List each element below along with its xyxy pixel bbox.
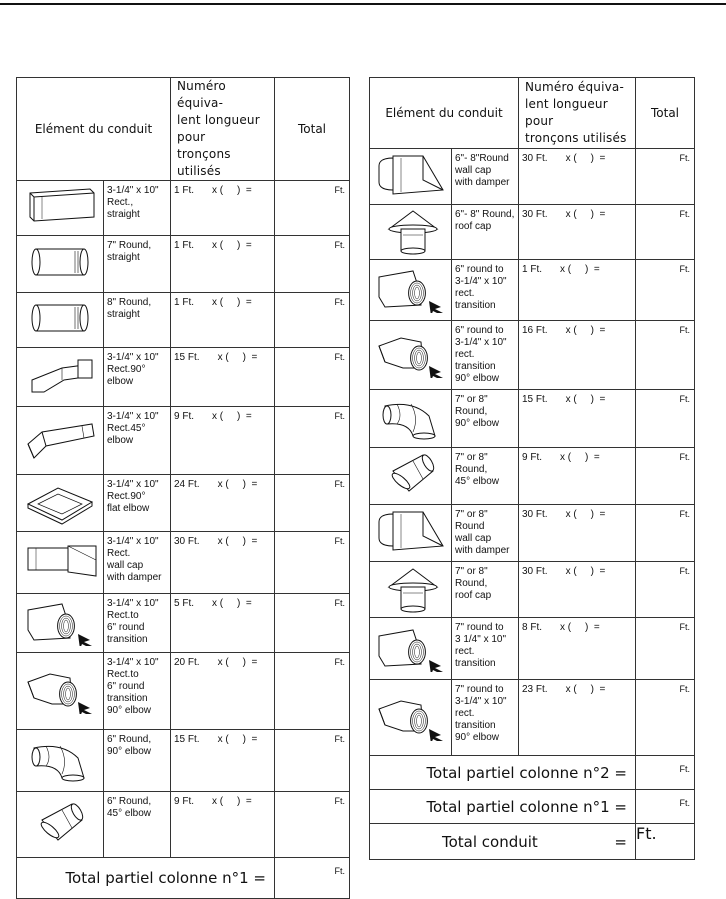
equivalent-length: 15 Ft.: [522, 394, 548, 405]
duct-description-line: wall cap: [455, 533, 492, 544]
duct-row: [17, 181, 350, 236]
equivalent-length: 9 Ft.: [174, 411, 195, 422]
duct-description-line: wall cap: [455, 165, 492, 176]
duct-description-line: Round,: [455, 578, 488, 589]
duct-description-line: Rect.,: [107, 197, 134, 208]
duct-description-line: 3-1/4" x 10": [107, 352, 159, 363]
equivalent-length: 9 Ft.: [174, 796, 195, 807]
duct-illustration-cell: [370, 618, 452, 680]
duct-description-line: elbow: [107, 376, 134, 387]
equivalent-length-cell: [519, 448, 636, 505]
duct-description: [452, 390, 519, 448]
equivalent-length: 5 Ft.: [174, 598, 195, 609]
equivalent-length: 30 Ft.: [522, 509, 548, 520]
duct-description-line: straight: [107, 309, 140, 320]
duct-description-line: roof cap: [455, 590, 492, 601]
round-7in-straight-duct-icon: [22, 237, 98, 287]
quantity-multiplier: x ( ) =: [565, 394, 606, 405]
header-total: Total: [636, 78, 695, 149]
duct-description-line: 3-1/4" x 10": [107, 598, 159, 609]
duct-row: [370, 205, 695, 260]
quantity-multiplier: x ( ) =: [212, 598, 252, 609]
equivalent-length-cell: [171, 730, 275, 792]
duct-table-column-2: [369, 77, 695, 860]
duct-description-line: Round,: [455, 406, 488, 417]
quantity-multiplier: x ( ) =: [212, 297, 252, 308]
duct-description-line: 90° elbow: [107, 705, 152, 716]
duct-illustration-cell: [370, 505, 452, 562]
equivalent-length: 24 Ft.: [174, 479, 200, 490]
duct-description-line: Rect.to: [107, 669, 139, 680]
equivalent-length: 30 Ft.: [522, 566, 548, 577]
rect-to-round-transition-icon: [22, 596, 98, 646]
duct-row: [17, 475, 350, 532]
duct-description-line: Rect.45°: [107, 423, 146, 434]
row-total: Ft.: [275, 407, 350, 475]
row-total: Ft.: [636, 505, 695, 562]
duct-description-line: 3-1/4" x 10": [107, 536, 159, 547]
duct-description-line: 3-1/4" x 10": [107, 657, 159, 668]
quantity-multiplier: x ( ) =: [565, 325, 606, 336]
round-78-90-elbow-icon: [373, 392, 449, 442]
subtotal-column-1-unit: Ft.: [275, 858, 350, 899]
duct-description-line: 6" Round,: [107, 734, 152, 745]
rect-wall-cap-icon: [22, 536, 98, 586]
duct-description-line: 6" round to: [455, 264, 504, 275]
equivalent-length: 15 Ft.: [174, 352, 200, 363]
round-45-elbow-icon: [22, 798, 98, 848]
duct-description: [104, 348, 171, 407]
duct-description-line: wall cap: [107, 560, 144, 571]
quantity-multiplier: x ( ) =: [212, 411, 252, 422]
round-90-elbow-icon: [22, 734, 98, 784]
equivalent-length-cell: [171, 407, 275, 475]
duct-description-line: 3-1/4" x 10": [455, 696, 507, 707]
equivalent-length-cell: [171, 792, 275, 858]
row-total: Ft.: [275, 653, 350, 730]
duct-description-line: transition: [455, 300, 496, 311]
round-to-rect-90-elbow-icon: [373, 328, 449, 378]
row-total: Ft.: [275, 730, 350, 792]
row-total: Ft.: [636, 562, 695, 618]
duct-description-line: transition: [455, 658, 496, 669]
equivalent-length-cell: [519, 618, 636, 680]
round-78-wall-cap-icon: [373, 506, 449, 556]
quantity-multiplier: x ( ) =: [212, 796, 252, 807]
header-element: Elément du conduit: [17, 78, 171, 181]
duct-description-line: Round,: [455, 464, 488, 475]
total-duct-row: [370, 824, 695, 860]
quantity-multiplier: x ( ) =: [565, 566, 606, 577]
duct-description: [452, 149, 519, 205]
equivalent-length-cell: [171, 475, 275, 532]
duct-description-line: 7" Round,: [107, 240, 152, 251]
total-duct-equals: =: [614, 832, 627, 851]
quantity-multiplier: x ( ) =: [217, 536, 258, 547]
round-to-rect-transition-icon: [373, 263, 449, 313]
duct-row: [17, 532, 350, 594]
subtotal-column-1-row: [17, 858, 350, 899]
equivalent-length: 30 Ft.: [522, 209, 548, 220]
round-roof-cap-icon: [373, 205, 449, 255]
duct-description: [452, 448, 519, 505]
row-total: Ft.: [636, 390, 695, 448]
equivalent-length-cell: [519, 505, 636, 562]
duct-row: [370, 448, 695, 505]
row-total: Ft.: [275, 532, 350, 594]
row-total: Ft.: [636, 618, 695, 680]
duct-description-line: transition: [455, 720, 496, 731]
duct-description: [104, 532, 171, 594]
row-total: Ft.: [636, 149, 695, 205]
duct-description: [452, 505, 519, 562]
duct-description-line: 6" round: [107, 622, 145, 633]
duct-description-line: 7" or 8": [455, 452, 488, 463]
quantity-multiplier: x ( ) =: [560, 452, 600, 463]
rect-45-elbow-icon: [22, 414, 98, 464]
duct-description-line: Rect.90°: [107, 364, 146, 375]
duct-description: [452, 260, 519, 321]
quantity-multiplier: x ( ) =: [565, 684, 606, 695]
quantity-multiplier: x ( ) =: [217, 352, 258, 363]
rect-straight-duct-icon: [22, 181, 98, 231]
round7-to-rect-90-elbow-icon: [373, 691, 449, 741]
row-total: Ft.: [636, 680, 695, 756]
equivalent-length: 23 Ft.: [522, 684, 548, 695]
duct-row: [17, 730, 350, 792]
duct-description-line: straight: [107, 209, 140, 220]
duct-description-line: 90° elbow: [455, 732, 500, 743]
equivalent-length-cell: [171, 181, 275, 236]
duct-description: [452, 205, 519, 260]
duct-illustration-cell: [370, 260, 452, 321]
duct-description-line: 45° elbow: [455, 476, 500, 487]
duct-illustration-cell: [17, 594, 104, 653]
quantity-multiplier: x ( ) =: [217, 479, 258, 490]
equivalent-length-cell: [519, 321, 636, 390]
equivalent-length: 1 Ft.: [174, 297, 195, 308]
equivalent-length-cell: [519, 390, 636, 448]
duct-row: [17, 407, 350, 475]
duct-description: [452, 562, 519, 618]
equivalent-length-cell: [171, 348, 275, 407]
row-total: Ft.: [636, 448, 695, 505]
duct-illustration-cell: [17, 475, 104, 532]
duct-description: [104, 181, 171, 236]
duct-description-line: Rect.to: [107, 610, 139, 621]
duct-description-line: transition: [107, 634, 148, 645]
duct-row: [370, 618, 695, 680]
equivalent-length: 1 Ft.: [174, 185, 195, 196]
total-duct-label: Total conduit: [442, 832, 538, 851]
quantity-multiplier: x ( ) =: [565, 209, 606, 220]
round-wall-cap-icon: [373, 150, 449, 200]
duct-description-line: 6"- 8" Round,: [455, 209, 515, 220]
header-equivalent-length: Numéro équiva- lent longueur pour tronçons utilisés: [519, 78, 636, 149]
rect-90-flat-elbow-icon: [22, 476, 98, 526]
duct-row: [17, 792, 350, 858]
quantity-multiplier: x ( ) =: [560, 622, 600, 633]
equivalent-length: 20 Ft.: [174, 657, 200, 668]
equivalent-length: 30 Ft.: [522, 153, 548, 164]
duct-row: [17, 236, 350, 293]
equivalent-length: 9 Ft.: [522, 452, 543, 463]
subtotal-column-2-unit: Ft.: [636, 756, 695, 790]
duct-description-line: 90° elbow: [455, 373, 500, 384]
duct-description-line: roof cap: [455, 221, 492, 232]
duct-description: [104, 653, 171, 730]
quantity-multiplier: x ( ) =: [565, 509, 606, 520]
equivalent-length: 1 Ft.: [522, 264, 543, 275]
equivalent-length-cell: [519, 562, 636, 618]
duct-illustration-cell: [370, 321, 452, 390]
total-duct-unit: Ft.: [636, 824, 695, 860]
equivalent-length-cell: [519, 205, 636, 260]
row-total: Ft.: [275, 475, 350, 532]
header-equivalent-length: Numéro équiva- lent longueur pour tronçons utilisés: [171, 78, 275, 181]
header-element: Elément du conduit: [370, 78, 519, 149]
table-header: [17, 78, 350, 181]
top-rule: [0, 3, 726, 5]
quantity-multiplier: x ( ) =: [217, 657, 258, 668]
duct-row: [370, 680, 695, 756]
duct-description-line: straight: [107, 252, 140, 263]
row-total: Ft.: [275, 792, 350, 858]
duct-illustration-cell: [370, 205, 452, 260]
duct-description-line: transition: [107, 693, 148, 704]
duct-description-line: 7" or 8": [455, 566, 488, 577]
duct-description-line: 6" round to: [455, 325, 504, 336]
equivalent-length: 15 Ft.: [174, 734, 200, 745]
duct-row: [17, 293, 350, 348]
round-78-roof-cap-icon: [373, 563, 449, 613]
duct-description-line: 8" Round,: [107, 297, 152, 308]
duct-illustration-cell: [17, 792, 104, 858]
quantity-multiplier: x ( ) =: [212, 240, 252, 251]
subtotal-column-2-row: [370, 756, 695, 790]
row-total: Ft.: [275, 293, 350, 348]
total-duct-label-cell: [370, 824, 636, 860]
duct-description-line: rect.: [455, 646, 475, 657]
duct-row: [370, 149, 695, 205]
quantity-multiplier: x ( ) =: [217, 734, 258, 745]
round7-to-rect-transition-icon: [373, 622, 449, 672]
duct-description-line: 90° elbow: [107, 746, 152, 757]
duct-illustration-cell: [17, 236, 104, 293]
duct-description-line: with damper: [455, 177, 510, 188]
duct-illustration-cell: [370, 680, 452, 756]
duct-description-line: Round: [455, 521, 485, 532]
equivalent-length-cell: [519, 260, 636, 321]
equivalent-length: 30 Ft.: [174, 536, 200, 547]
duct-row: [17, 348, 350, 407]
duct-row: [17, 653, 350, 730]
duct-description-line: 6" round: [107, 681, 145, 692]
duct-description-line: 3 1/4" x 10": [455, 634, 507, 645]
duct-description: [104, 730, 171, 792]
duct-description: [104, 792, 171, 858]
row-total: Ft.: [275, 236, 350, 293]
row-total: Ft.: [636, 205, 695, 260]
equivalent-length: 1 Ft.: [174, 240, 195, 251]
equivalent-length-cell: [519, 149, 636, 205]
subtotal-column-1-repeat-unit: Ft.: [636, 790, 695, 824]
duct-row: [370, 562, 695, 618]
equivalent-length-cell: [519, 680, 636, 756]
row-total: Ft.: [275, 348, 350, 407]
duct-description-line: 3-1/4" x 10": [107, 411, 159, 422]
duct-description: [452, 321, 519, 390]
equivalent-length: 16 Ft.: [522, 325, 548, 336]
duct-illustration-cell: [370, 562, 452, 618]
duct-description: [104, 236, 171, 293]
duct-description: [452, 680, 519, 756]
duct-description: [104, 594, 171, 653]
duct-description-line: 45° elbow: [107, 808, 152, 819]
duct-description-line: flat elbow: [107, 503, 150, 514]
duct-row: [370, 321, 695, 390]
duct-description-line: 3-1/4" x 10": [455, 337, 507, 348]
duct-description-line: 6"- 8"Round: [455, 153, 509, 164]
equivalent-length-cell: [171, 293, 275, 348]
duct-description-line: 3-1/4" x 10": [455, 276, 507, 287]
duct-table-column-1: [16, 77, 350, 899]
duct-description-line: rect.: [455, 708, 475, 719]
row-total: Ft.: [275, 181, 350, 236]
equivalent-length-cell: [171, 653, 275, 730]
duct-illustration-cell: [17, 407, 104, 475]
row-total: Ft.: [636, 321, 695, 390]
quantity-multiplier: x ( ) =: [560, 264, 600, 275]
duct-description-line: with damper: [455, 545, 510, 556]
duct-description-line: 3-1/4" x 10": [107, 479, 159, 490]
duct-illustration-cell: [17, 730, 104, 792]
duct-description: [104, 293, 171, 348]
duct-illustration-cell: [17, 348, 104, 407]
quantity-multiplier: x ( ) =: [212, 185, 252, 196]
equivalent-length-cell: [171, 532, 275, 594]
duct-description-line: rect.: [455, 288, 475, 299]
duct-row: [370, 260, 695, 321]
duct-description-line: with damper: [107, 572, 162, 583]
table-header: [370, 78, 695, 149]
duct-row: [370, 505, 695, 562]
header-total: Total: [275, 78, 350, 181]
duct-description: [104, 475, 171, 532]
duct-illustration-cell: [370, 149, 452, 205]
duct-row: [17, 594, 350, 653]
equivalent-length-cell: [171, 236, 275, 293]
duct-description: [452, 618, 519, 680]
rect-to-round-90-elbow-icon: [22, 664, 98, 714]
duct-description-line: transition: [455, 361, 496, 372]
duct-row: [370, 390, 695, 448]
subtotal-column-1-repeat-row: [370, 790, 695, 824]
duct-illustration-cell: [17, 653, 104, 730]
duct-illustration-cell: [370, 448, 452, 505]
duct-description-line: 90° elbow: [455, 418, 500, 429]
rect-90-elbow-icon: [22, 350, 98, 400]
subtotal-column-1-repeat-label: Total partiel colonne n°1 =: [370, 790, 636, 824]
duct-description-line: 7" or 8": [455, 394, 488, 405]
duct-illustration-cell: [17, 293, 104, 348]
duct-illustration-cell: [370, 390, 452, 448]
equivalent-length-cell: [171, 594, 275, 653]
duct-description-line: 6" Round,: [107, 796, 152, 807]
quantity-multiplier: x ( ) =: [565, 153, 606, 164]
subtotal-column-1-label: Total partiel colonne n°1 =: [17, 858, 275, 899]
round-78-45-elbow-icon: [373, 449, 449, 499]
duct-illustration-cell: [17, 181, 104, 236]
duct-description-line: 7" round to: [455, 622, 504, 633]
row-total: Ft.: [275, 594, 350, 653]
duct-description-line: rect.: [455, 349, 475, 360]
duct-description-line: 7" round to: [455, 684, 504, 695]
subtotal-column-2-label: Total partiel colonne n°2 =: [370, 756, 636, 790]
duct-description-line: 3-1/4" x 10": [107, 185, 159, 196]
duct-description-line: elbow: [107, 435, 134, 446]
round-8in-straight-duct-icon: [22, 293, 98, 343]
duct-description-line: Rect.90°: [107, 491, 146, 502]
duct-description-line: Rect.: [107, 548, 131, 559]
duct-illustration-cell: [17, 532, 104, 594]
equivalent-length: 8 Ft.: [522, 622, 543, 633]
duct-description: [104, 407, 171, 475]
row-total: Ft.: [636, 260, 695, 321]
duct-description-line: 7" or 8": [455, 509, 488, 520]
